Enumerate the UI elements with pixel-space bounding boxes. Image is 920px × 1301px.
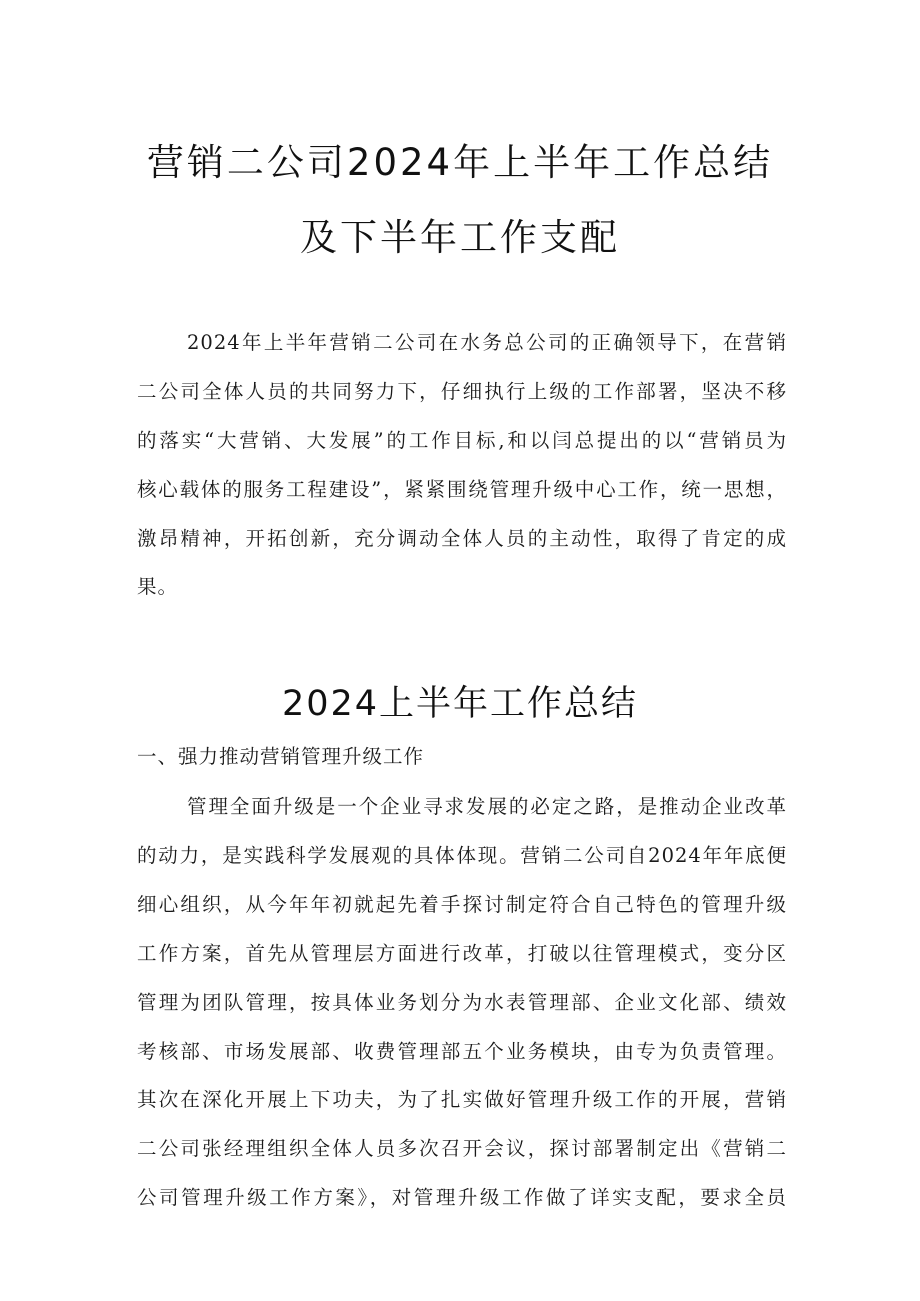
body-line: 公司管理升级工作方案》，对管理升级工作做了详实支配，要求全员 xyxy=(137,1186,787,1209)
body-line: 细心组织，从今年年初就起先着手探讨制定符合自己特色的管理升级 xyxy=(137,893,787,916)
body-line: 其次在深化开展上下功夫，为了扎实做好管理升级工作的开展，营销 xyxy=(137,1088,787,1111)
body-line: 的动力，是实践科学发展观的具体体现。营销二公司自2024年年底便 xyxy=(137,844,787,867)
subsection-heading: 一、强力推动营销管理升级工作 xyxy=(137,745,425,768)
intro-line: 激昂精神，开拓创新，充分调动全体人员的主动性，取得了肯定的成 xyxy=(137,527,787,550)
body-line: 管理为团队管理，按具体业务划分为水表管理部、企业文化部、绩效 xyxy=(137,991,787,1014)
intro-line: 的落实“大营销、大发展”的工作目标,和以闫总提出的以“营销员为 xyxy=(137,429,787,452)
body-line: 工作方案，首先从管理层方面进行改革，打破以往管理模式，变分区 xyxy=(137,942,787,965)
document-title-line-1: 营销二公司2024年上半年工作总结 xyxy=(146,141,774,184)
body-line: 考核部、市场发展部、收费管理部五个业务模块，由专为负责管理。 xyxy=(137,1040,787,1063)
intro-line: 二公司全体人员的共同努力下，仔细执行上级的工作部署，坚决不移 xyxy=(137,380,787,403)
document-title-line-2: 及下半年工作支配 xyxy=(300,216,620,259)
body-line: 管理全面升级是一个企业寻求发展的必定之路，是推动企业改革 xyxy=(187,795,787,818)
body-line: 二公司张经理组织全体人员多次召开会议，探讨部署制定出《营销二 xyxy=(137,1137,787,1160)
intro-line: 2024年上半年营销二公司在水务总公司的正确领导下，在营销 xyxy=(187,331,787,354)
intro-line: 果。 xyxy=(137,575,179,598)
section-title: 2024上半年工作总结 xyxy=(281,684,639,724)
intro-line: 核心载体的服务工程建设”，紧紧围绕管理升级中心工作，统一思想， xyxy=(137,478,787,501)
